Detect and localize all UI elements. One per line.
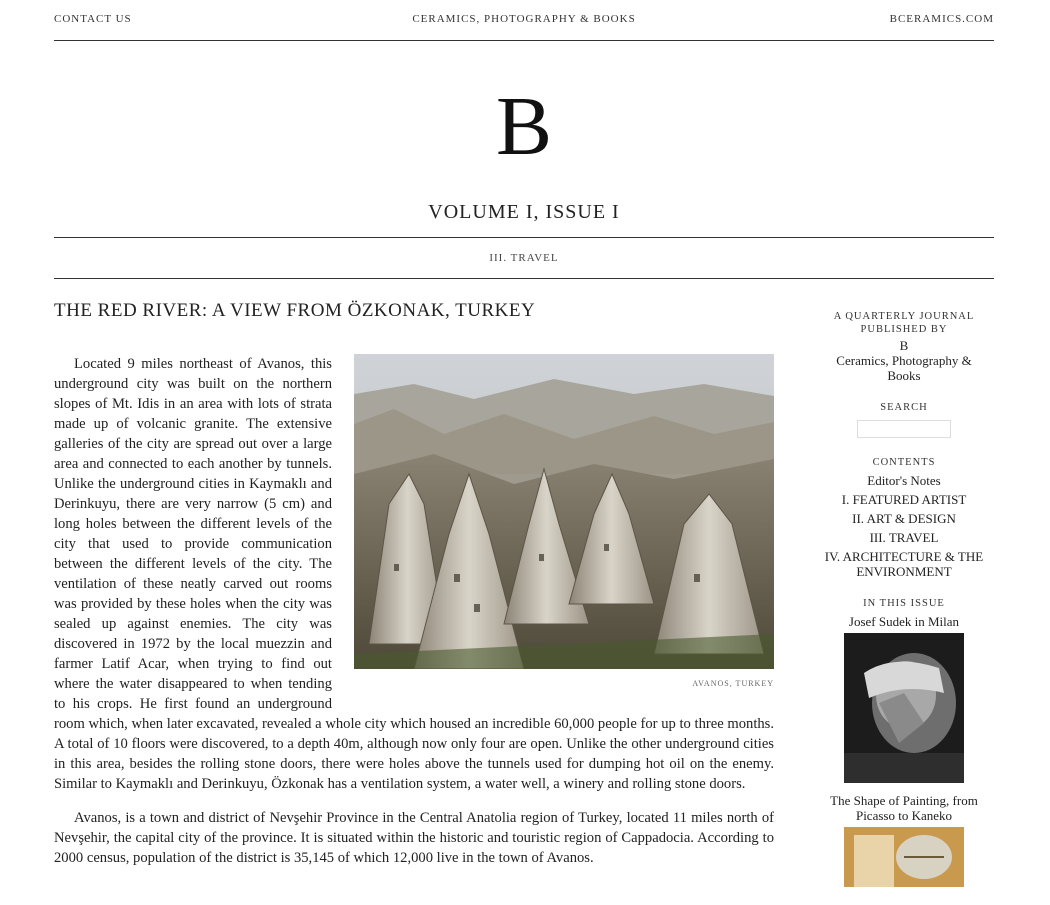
search-input[interactable] bbox=[857, 420, 951, 438]
in-this-issue-block bbox=[824, 597, 984, 887]
journal-info bbox=[824, 310, 984, 383]
article-title: THE RED RIVER: A VIEW FROM ÖZKONAK, TURKEY bbox=[54, 300, 536, 321]
article-paragraph-2: Avanos, is a town and district of Nevşehir Province in the Central Anatolia region of Turkey, located 11 miles north of Nevşehir, the capital city of the province. It is situated within the historic and touristic region of Cappadocia. According to 2000 census, population of the district is 35,145 of which 12,000 live in the town of Avanos. bbox=[54, 810, 774, 866]
article-body bbox=[54, 354, 774, 868]
cappadocia-photo bbox=[354, 354, 774, 669]
top-bar bbox=[54, 0, 994, 41]
article-figure bbox=[354, 354, 774, 694]
issue-item-sudek[interactable]: Josef Sudek in Milan bbox=[848, 614, 960, 629]
sudek-thumbnail[interactable] bbox=[844, 633, 964, 783]
figure-caption: AVANOS, TURKEY bbox=[692, 679, 774, 688]
publisher-logo: B bbox=[899, 338, 909, 353]
contents-block bbox=[824, 456, 984, 579]
paragraph-1-text: Located 9 miles northeast of Avanos, this underground city was built on the northern slopes of Mt. Idis in an area with lots of strata made up of volcanic granite. The extensive galleries of the city are spread out over a large area and connected to each another by tunnels. Unlike the underground cities in Kaymaklı and Derinkuyu, there are very narrow (5 cm) and long holes between the different levels of the city that used to provide communication between the different levels of the city. The ventilation of these neatly carved out rooms was provided by these holes when the city was sealed up against enemies. The city was discovered in 1972 by the local muezzin and farmer Latif Acar, when trying to find out where the water disappeared to when tending to his crops. He first found an underground room which, when later excavated, revealed a whole city which housed an incredible 60,000 people for up to three months. A total of 10 floors were discovered, to a depth 40m, although now only four are open. Unlike the other underground cities in this area, besides the rolling stone doors, there were holes above the tunnels used for dumping hot oil on the enemy. Similar to Kaymaklı and Derinkuyu, Özkonak has a ventilation system, a water well, a winery and rolling stone doors. bbox=[54, 356, 774, 792]
sidebar bbox=[824, 310, 984, 905]
article bbox=[54, 300, 774, 882]
contents-item-art-design[interactable]: II. ART & DESIGN bbox=[852, 511, 956, 526]
contents-label: CONTENTS bbox=[872, 457, 936, 468]
contents-item-architecture[interactable]: IV. ARCHITECTURE & THE ENVIRONMENT bbox=[824, 549, 984, 579]
tagline-link[interactable]: CERAMICS, PHOTOGRAPHY & BOOKS bbox=[412, 13, 636, 25]
article-paragraph-1 bbox=[54, 354, 774, 794]
in-this-issue-label: IN THIS ISSUE bbox=[863, 598, 945, 609]
journal-label: A QUARTERLY JOURNAL PUBLISHED BY bbox=[833, 311, 975, 335]
contents-item-travel[interactable]: III. TRAVEL bbox=[869, 530, 939, 545]
contents-item-editors-notes[interactable]: Editor's Notes bbox=[867, 473, 941, 488]
shape-of-painting-thumbnail[interactable] bbox=[844, 827, 964, 887]
site-logo[interactable]: B bbox=[495, 80, 553, 173]
search-block bbox=[824, 401, 984, 438]
publisher-name: Ceramics, Photography & Books bbox=[836, 353, 972, 383]
contents-item-featured-artist[interactable]: I. FEATURED ARTIST bbox=[841, 492, 967, 507]
page-wrapper bbox=[54, 0, 994, 866]
contact-us-link[interactable]: CONTACT US bbox=[54, 13, 132, 25]
search-label: SEARCH bbox=[880, 402, 928, 413]
issue-title: VOLUME I, ISSUE I bbox=[428, 201, 620, 223]
section-title: III. TRAVEL bbox=[54, 237, 994, 279]
site-link[interactable]: BCERAMICS.COM bbox=[889, 13, 994, 25]
issue-item-shape-of-painting[interactable]: The Shape of Painting, from Picasso to Kaneko bbox=[830, 793, 978, 823]
